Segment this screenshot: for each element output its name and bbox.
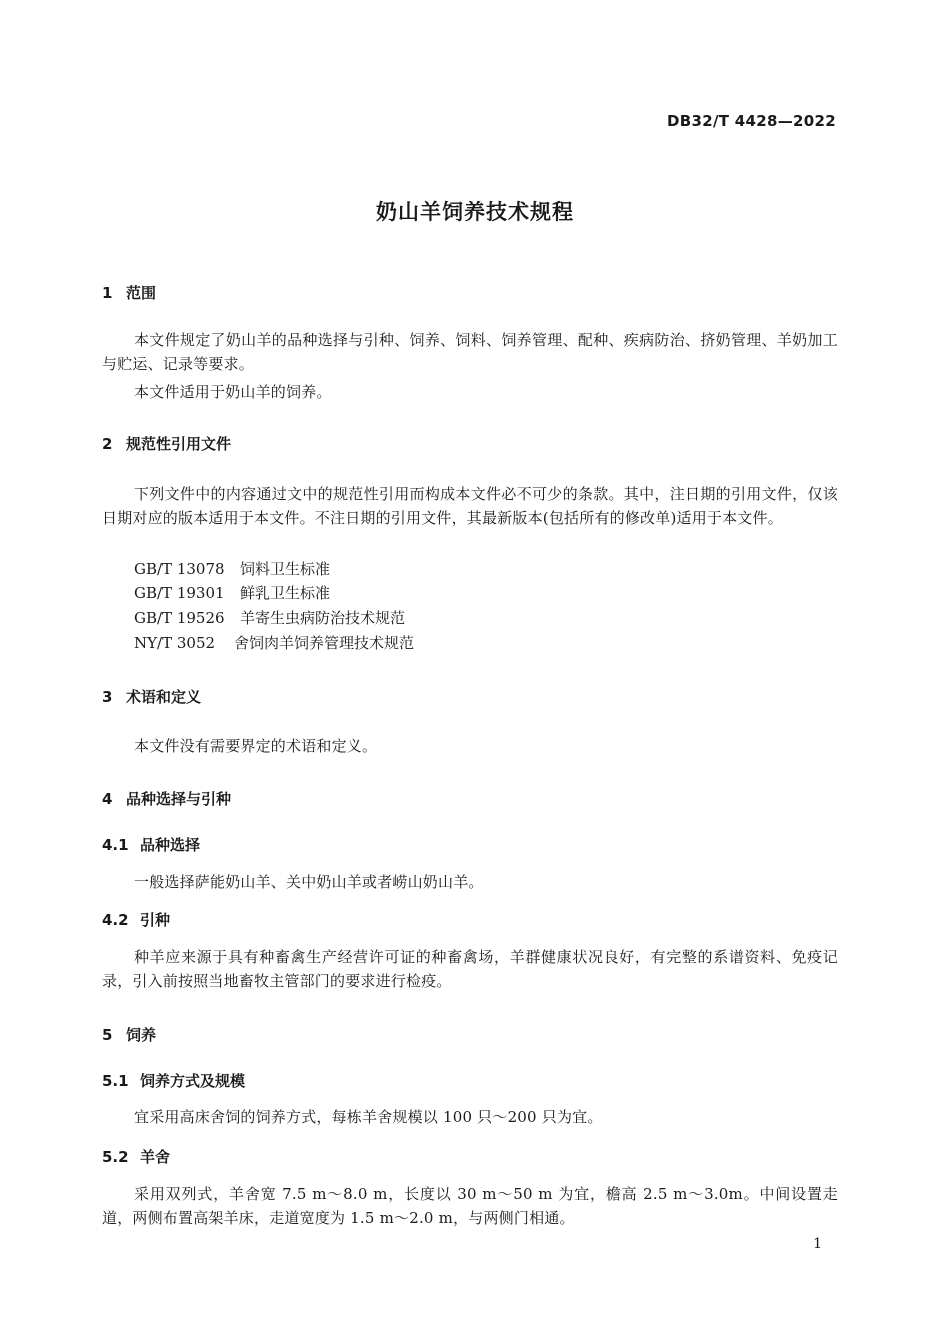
section-1-paragraph-2: 本文件适用于奶山羊的饲养。	[134, 383, 332, 401]
subsection-number: 4.2	[102, 911, 129, 929]
standard-code: DB32/T 4428—2022	[667, 112, 836, 130]
section-3-paragraph: 本文件没有需要界定的术语和定义。	[134, 737, 378, 755]
subsection-title: 引种	[140, 911, 171, 929]
section-title: 饲养	[126, 1026, 157, 1044]
section-2-heading	[102, 433, 231, 454]
section-2-paragraph: 下列文件中的内容通过文中的规范性引用而构成本文件必不可少的条款。其中，注日期的引用文件，仅该日期对应的版本适用于本文件。不注日期的引用文件，其最新版本(包括所有的修改单)适用于本文件。	[102, 485, 838, 527]
subsection-number: 5.1	[102, 1072, 129, 1090]
subsection-number: 5.2	[102, 1148, 129, 1166]
section-number: 1	[102, 284, 113, 302]
reference-title: 饲料卫生标准	[240, 560, 331, 578]
section-5-heading	[102, 1024, 156, 1045]
section-1-heading	[102, 282, 156, 303]
section-title: 范围	[126, 284, 157, 302]
section-title: 术语和定义	[126, 688, 202, 706]
section-number: 5	[102, 1026, 113, 1044]
reference-item	[134, 557, 330, 581]
reference-item	[134, 606, 405, 630]
subsection-title: 品种选择	[140, 836, 201, 854]
reference-code: GB/T 19301	[134, 584, 225, 602]
section-4-2-heading	[102, 909, 170, 930]
reference-item	[134, 631, 414, 655]
section-3-heading	[102, 686, 201, 707]
section-number: 4	[102, 790, 113, 808]
subsection-title: 羊舍	[140, 1148, 171, 1166]
document-title: 奶山羊饲养技术规程	[376, 200, 574, 224]
reference-code: GB/T 19526	[134, 609, 225, 627]
section-4-1-paragraph: 一般选择萨能奶山羊、关中奶山羊或者崂山奶山羊。	[134, 873, 484, 891]
subsection-title: 饲养方式及规模	[140, 1072, 246, 1090]
subsection-number: 4.1	[102, 836, 129, 854]
reference-item	[134, 581, 330, 605]
section-4-2-paragraph: 种羊应来源于具有种畜禽生产经营许可证的种畜禽场，羊群健康状况良好，有完整的系谱资料、免疫记录，引入前按照当地畜牧主管部门的要求进行检疫。	[102, 948, 838, 990]
reference-code: GB/T 13078	[134, 560, 225, 578]
section-title: 品种选择与引种	[126, 790, 232, 808]
page-number: 1	[813, 1236, 822, 1252]
section-number: 2	[102, 435, 113, 453]
section-5-1-paragraph: 宜采用高床舍饲的饲养方式，每栋羊舍规模以 100 只～200 只为宜。	[134, 1108, 603, 1126]
reference-title: 舍饲肉羊饲养管理技术规范	[234, 634, 415, 652]
section-1-paragraph-1: 本文件规定了奶山羊的品种选择与引种、饲养、饲料、饲养管理、配种、疾病防治、挤奶管理、羊奶加工与贮运、记录等要求。	[102, 331, 838, 373]
reference-code: NY/T 3052	[134, 634, 216, 652]
section-5-2-paragraph: 采用双列式，羊舍宽 7.5 m～8.0 m，长度以 30 m～50 m 为宜，檐高 2.5 m～3.0m。中间设置走道，两侧布置高架羊床，走道宽度为 1.5 m～2.0 m，与两侧门相通。	[102, 1185, 838, 1227]
reference-title: 鲜乳卫生标准	[240, 584, 331, 602]
section-5-2-heading	[102, 1146, 170, 1167]
reference-title: 羊寄生虫病防治技术规范	[240, 609, 406, 627]
section-5-1-heading	[102, 1070, 245, 1091]
section-4-1-heading	[102, 834, 200, 855]
section-4-heading	[102, 788, 231, 809]
section-number: 3	[102, 688, 113, 706]
section-title: 规范性引用文件	[126, 435, 232, 453]
